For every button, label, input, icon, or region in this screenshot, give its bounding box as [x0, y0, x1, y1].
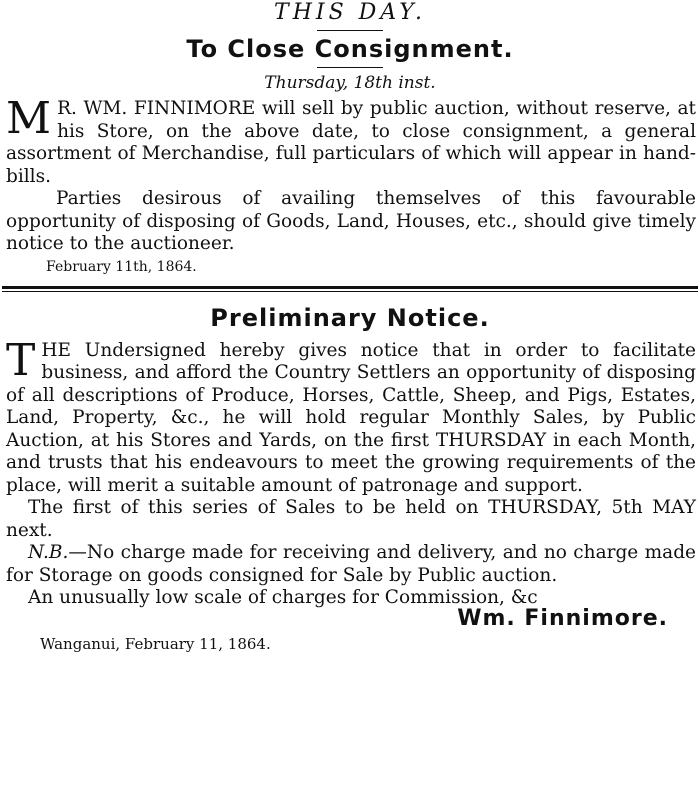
nb-label: N.B.: [28, 542, 69, 563]
notice1-paragraph-1-text: R. WM. FINNIMORE will sell by public auction, without reserve, at his Store, on the above date, to close consignment, a general assortment of Merchandise, full particulars of which will appear in hand-bills.: [6, 98, 696, 187]
notice1-date-line: Thursday, 18th inst.: [264, 73, 436, 93]
section-divider: [2, 286, 698, 289]
dropcap: M: [6, 93, 52, 144]
notice1-paragraph-1: [6, 93, 696, 188]
notice1-paragraph-2: Parties desirous of availing themselves of this favourable opportunity of disposing of Goods, Land, Houses, etc., should give timely notice to the auctioneer.: [6, 188, 696, 254]
notice1-body: [6, 93, 696, 256]
notice1-dated: February 11th, 1864.: [46, 258, 197, 275]
notice2-body: [6, 334, 696, 610]
notice2-paragraph-1-text: HE Undersigned hereby gives notice that in order to facilitate business, and afford the Country Settlers an opportunity of disposing of all descriptions of Produce, Horses, Cattle, Sheep, and Pigs, Estates, Land, Property, &c., he will hold regular Monthly Sales, by Public Auction, at his Stores and Yards, on the first THURSDAY in each Month, and trusts that his endeavours to meet the growing requirements of the place, will merit a suitable amount of patronage and support.: [6, 339, 696, 496]
notice2-paragraph-3-text: —No charge made for receiving and delivery, and no charge made for Storage on goods consigned for Sale by Public auction.: [6, 542, 696, 586]
short-rule: [317, 30, 383, 31]
short-rule: [317, 67, 383, 68]
dropcap: T: [6, 334, 36, 386]
notice1-title: To Close Consignment.: [186, 35, 514, 63]
notice2-paragraph-2: The first of this series of Sales to be held on THURSDAY, 5th MAY next.: [6, 497, 696, 541]
notice2-paragraph-4: An unusually low scale of charges for Commission, &c: [28, 587, 538, 608]
notice2-paragraph-3: [6, 542, 696, 587]
notice2-dated: Wanganui, February 11, 1864.: [40, 634, 271, 653]
signature: Wm. Finnimore.: [457, 605, 668, 631]
notice1-header: THIS DAY.: [274, 0, 426, 25]
notice2-paragraph-1: [6, 334, 696, 498]
section-divider-thin: [2, 291, 698, 292]
notice2-title: Preliminary Notice.: [210, 303, 490, 332]
